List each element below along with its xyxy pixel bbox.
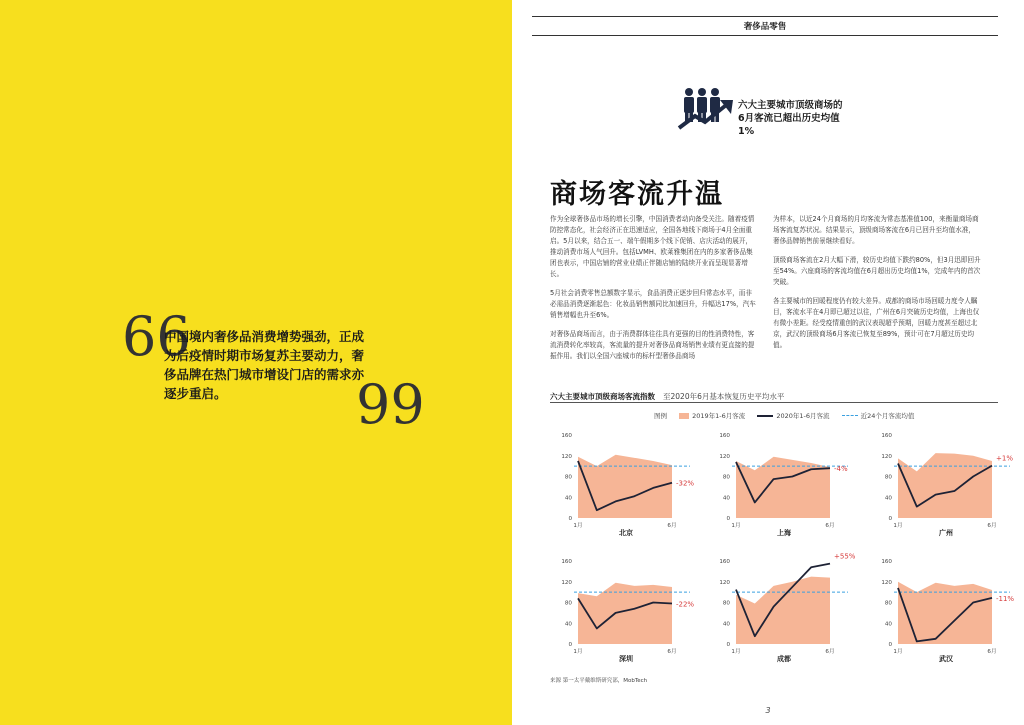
y-tick-label: 160 [881,559,892,566]
chart-plot [712,553,856,653]
y-tick-label: 0 [568,642,572,649]
chart-title [550,391,784,402]
y-tick-label: 160 [881,433,892,440]
change-label: -4% [834,465,848,474]
quote-close-mark: 99 [356,373,425,436]
legend-item: 2019年1-6月客流 [692,412,746,420]
y-tick-label: 160 [719,559,730,566]
chart-plot [554,553,698,653]
y-tick-label: 0 [888,516,892,523]
x-tick-label: 1月 [573,523,583,529]
right-page [512,0,1024,725]
chart-panel [712,427,856,543]
paragraph: 为样本，以近24个月商场的月均客流为常态基准值100，来衡量商场商场客流复苏状况。结果显示，顶级商场客流在6月已回升至均值水准，奢侈品牌销售前景继续看好。 [773,215,979,245]
change-label: +1% [996,454,1013,463]
legend-item: 2020年1-6月客流 [776,412,830,420]
change-label: +55% [834,552,856,561]
paragraph: 作为全球奢侈品市场的增长引擎，中国消费者动向备受关注。随着疫情防控常态化，社会经济正在迅速适应，全国各地线下商场于4月全面重启。5月以来，结合五一、端午假期多个线下促销、店庆活动的展开，推动消费市场人气回升。包括LVMH、欧莱雅集团在内的多家奢侈品集团也表示，中国店铺的营业业绩正伴随店铺的陆续开业而呈现显著增长。 [550,215,755,278]
people-rising-arrow-icon [675,86,737,130]
y-tick-label: 40 [722,621,730,628]
area-2019 [736,577,830,644]
chart-plot [874,427,1018,527]
chart-source: 来源 第一太平戴维斯研究部，MobTech [550,678,648,684]
page-headline: 商场客流升温 [550,179,724,210]
y-tick-label: 120 [719,453,730,460]
y-tick-label: 80 [564,474,572,481]
x-tick-label: 1月 [731,523,741,529]
y-tick-label: 160 [719,433,730,440]
chart-subtitle: 至2020年6月基本恢复历史平均水平 [663,392,785,401]
y-tick-label: 120 [719,579,730,586]
city-label: 武汉 [939,655,953,663]
change-label: -11% [996,594,1015,603]
area-2019 [898,453,992,518]
chart-plot [554,427,698,527]
legend-swatch-2020 [757,415,773,417]
x-tick-label: 6月 [667,649,677,655]
y-tick-label: 0 [726,642,730,649]
chart-title-text: 六大主要城市顶级商场客流指数 [550,392,655,401]
change-label: -22% [676,600,695,609]
body-column-2 [773,214,981,359]
y-tick-label: 0 [888,642,892,649]
change-label: -32% [676,479,695,488]
area-2019 [898,582,992,644]
legend-item: 近24个月客流均值 [860,412,915,420]
y-tick-label: 80 [722,474,730,481]
x-tick-label: 6月 [825,523,835,529]
y-tick-label: 0 [726,516,730,523]
chart-plot [712,427,856,527]
paragraph: 各主要城市的回暖程度仍有较大差异。成都的商场市场回暖力度令人瞩目，客流水平在4月即已超过以往，广州在6月突破历史均值，上海也仅有微小差距。经受疫情重创的武汉表现超乎预期，回暖力度甚至超过北京，武汉的顶级商场6月客流已恢复至89%，预计可在7月超过历史均值。 [773,297,980,349]
paragraph: 对奢侈品商场而言，由于消费群体往往具有更强的目的性消费特性，客流消费转化率较高，客流量的提升对奢侈品商场销售业绩有更直接的提振作用。我们以全国六座城市的标杆型奢侈品商场 [550,330,755,360]
legend-label: 图例 [654,412,667,420]
city-label: 广州 [939,529,953,537]
section-title: 奢侈品零售 [532,20,998,36]
city-label: 深圳 [619,655,633,663]
legend-swatch-average [842,415,858,416]
y-tick-label: 120 [561,579,572,586]
y-tick-label: 120 [881,453,892,460]
x-tick-label: 1月 [893,649,903,655]
page-number: 3 [765,706,771,715]
x-tick-label: 1月 [893,523,903,529]
chart-panel [554,553,698,669]
y-tick-label: 40 [884,621,892,628]
y-tick-label: 80 [564,600,572,607]
chart-panel [554,427,698,543]
legend-swatch-2019 [679,413,689,419]
chart-legend [654,411,914,420]
paragraph: 顶级商场客流在2月大幅下滑，较历史均值下跌约80%，但3月迅即回升至54%。六座商场的客流均值在6月超出历史均值1%，完成年内的首次突破。 [773,256,981,286]
chart-plot [874,553,1018,653]
y-tick-label: 80 [722,600,730,607]
y-tick-label: 120 [561,453,572,460]
pull-quote: 中国境内奢侈品消费增势强劲，正成为后疫情时期市场复苏主要动力，奢侈品牌在热门城市增设门店的需求亦逐步重启。 [164,329,365,401]
y-tick-label: 120 [881,579,892,586]
x-tick-label: 6月 [825,649,835,655]
y-tick-label: 40 [884,495,892,502]
chart-title-rule [550,402,998,403]
x-tick-label: 1月 [573,649,583,655]
x-tick-label: 6月 [667,523,677,529]
y-tick-label: 40 [564,495,572,502]
x-tick-label: 6月 [987,523,997,529]
city-label: 北京 [619,529,633,537]
top-rule [532,16,998,17]
y-tick-label: 160 [561,559,572,566]
y-tick-label: 0 [568,516,572,523]
chart-panel [712,553,856,669]
quote-open-mark: 66 [122,305,191,368]
paragraph: 5月社会消费零售总额数字显示，食品消费正逐步回归常态水平，而非必需品消费逐渐起色：化妆品销售额同比加速回升，升幅达17%，汽车销售增幅也升至6%。 [550,289,756,319]
chart-panel [874,427,1018,543]
y-tick-label: 80 [884,474,892,481]
y-tick-label: 40 [722,495,730,502]
city-label: 上海 [777,529,791,537]
x-tick-label: 1月 [731,649,741,655]
y-tick-label: 80 [884,600,892,607]
y-tick-label: 40 [564,621,572,628]
stat-callout: 六大主要城市顶级商场的6月客流已超出历史均值1% [738,100,843,137]
chart-panel [874,553,1018,669]
city-label: 成都 [777,655,791,663]
body-column-1 [550,214,758,370]
x-tick-label: 6月 [987,649,997,655]
y-tick-label: 160 [561,433,572,440]
